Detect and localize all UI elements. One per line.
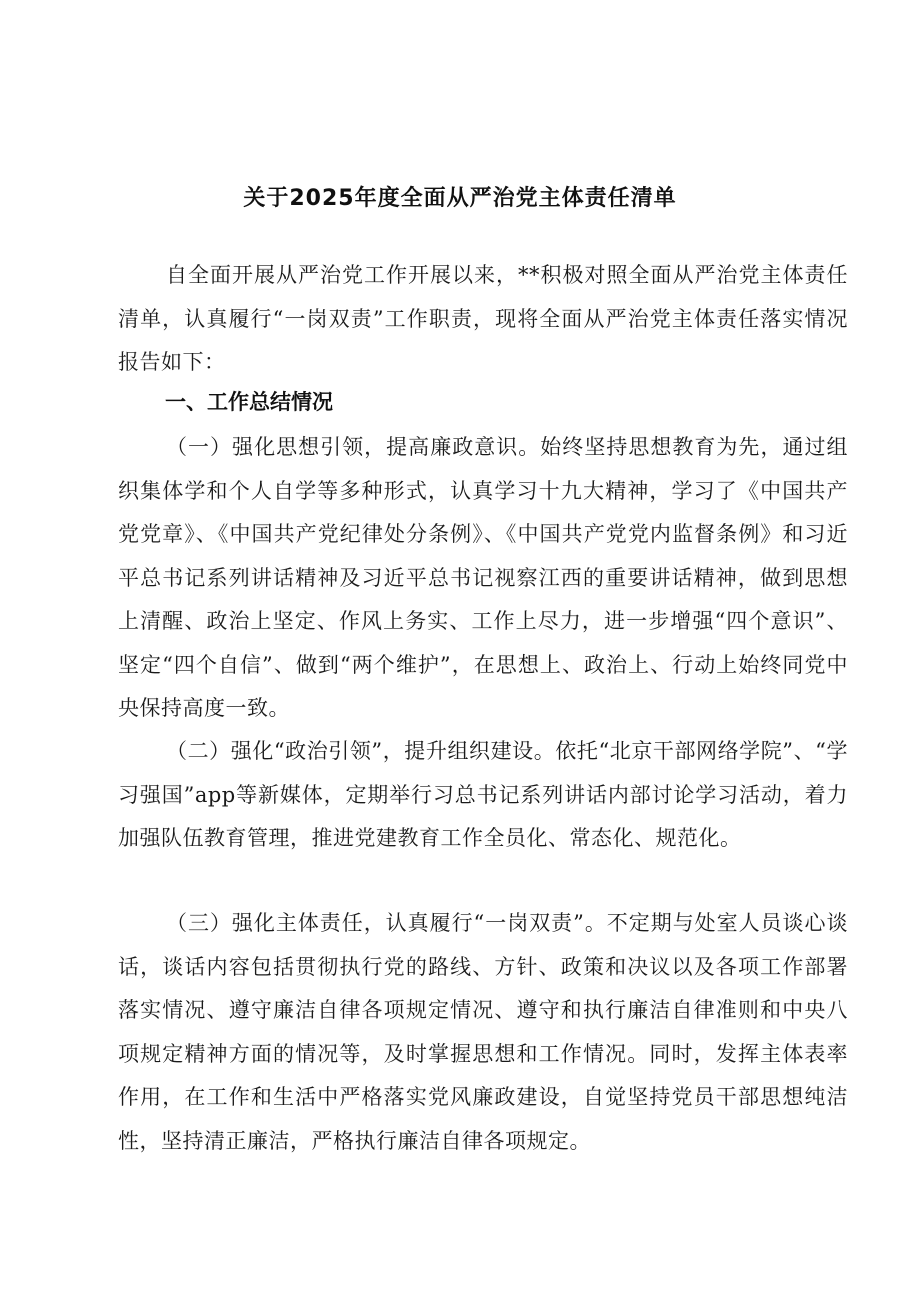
paragraph-2: （二）强化“政治引领”，提升组织建设。依托“北京干部网络学院”、“学习强国”app等新媒体，定期举行习总书记系列讲话内部讨论学习活动，着力加强队伍教育管理，推进党建教育工作全员化、常态化、规范化。 [118,739,848,850]
document-title: 关于2025年度全面从严治党主体责任清单 [243,185,677,211]
section-heading: 一、工作总结情况 [165,390,333,414]
paragraph-3: （三）强化主体责任，认真履行“一岗双责”。不定期与处室人员谈心谈话，谈话内容包括贯彻执行党的路线、方针、政策和决议以及各项工作部署落实情况、遵守廉洁自律各项规定情况、遵守和执行廉洁自律准则和中央八项规定精神方面的情况等，及时掌握思想和工作情况。同时，发挥主体表率作用，在工作和生活中严格落实党风廉政建设，自觉坚持党员干部思想纯洁性，坚持清正廉洁，严格执行廉洁自律各项规定。 [118,911,848,1153]
intro-paragraph: 自全面开展从严治党工作开展以来，**积极对照全面从严治党主体责任清单，认真履行“一岗双责”工作职责，现将全面从严治党主体责任落实情况报告如下： [118,263,848,374]
paragraph-1: （一）强化思想引领，提高廉政意识。始终坚持思想教育为先，通过组织集体学和个人自学等多种形式，认真学习十九大精神，学习了《中国共产党党章》、《中国共产党纪律处分条例》、《中国共产党党内监督条例》和习近平总书记系列讲话精神及习近平总书记视察江西的重要讲话精神，做到思想上清醒、政治上坚定、作风上务实、工作上尽力，进一步增强“四个意识”、坚定“四个自信”、做到“两个维护”，在思想上、政治上、行动上始终同党中央保持高度一致。 [118,435,848,720]
